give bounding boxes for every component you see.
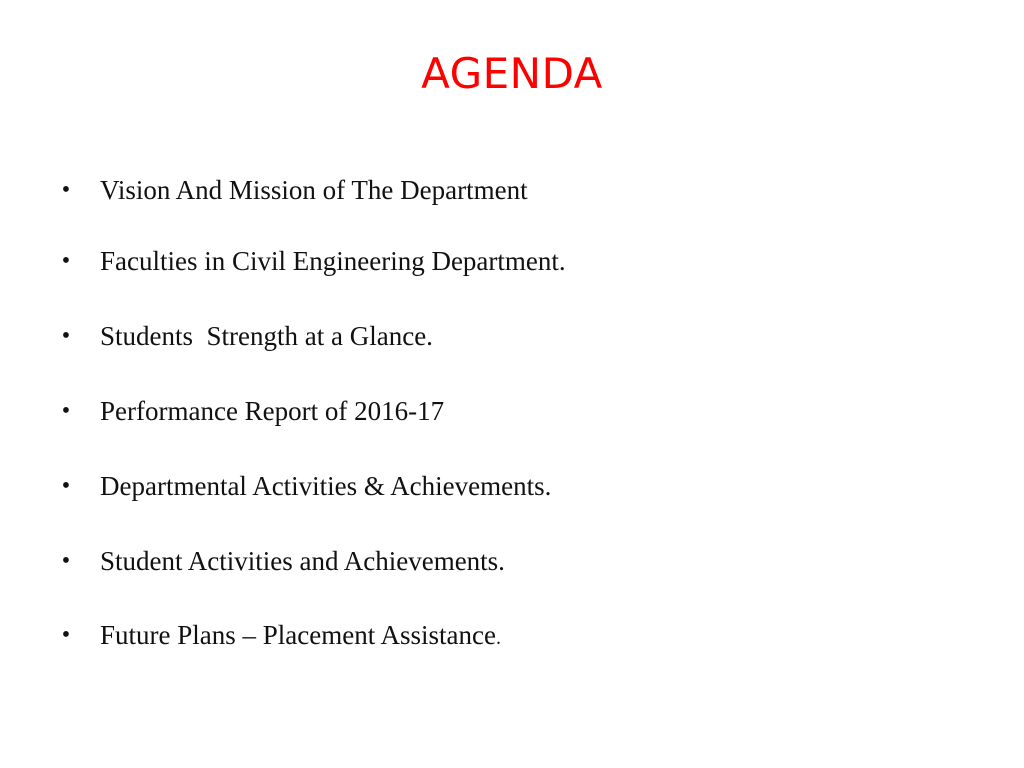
bullet-icon: • [61, 177, 71, 203]
agenda-item [56, 391, 996, 431]
slide-title: AGENDA [421, 49, 603, 98]
agenda-item-text: Future Plans – Placement Assistance [100, 620, 496, 650]
agenda-item [56, 541, 996, 581]
bullet-icon: • [61, 622, 71, 648]
agenda-item [56, 170, 996, 210]
agenda-item-text: Students Strength at a Glance. [100, 321, 433, 351]
agenda-item [56, 241, 996, 281]
agenda-item [56, 466, 996, 506]
bullet-icon: • [61, 398, 71, 424]
agenda-item-text: Vision And Mission of The Department [100, 175, 528, 205]
agenda-item-text: Faculties in Civil Engineering Department. [100, 246, 566, 276]
agenda-item-text: Performance Report of 2016-17 [100, 396, 445, 426]
agenda-item-text-wrap [100, 615, 501, 658]
bullet-icon: • [61, 248, 71, 274]
agenda-item [56, 316, 996, 356]
bullet-icon: • [61, 548, 71, 574]
bullet-icon: • [61, 473, 71, 499]
agenda-item-trailing-period: . [495, 627, 501, 649]
agenda-item-text: Student Activities and Achievements. [100, 546, 505, 576]
agenda-item [56, 615, 996, 655]
agenda-item-text: Departmental Activities & Achievements. [100, 471, 552, 501]
bullet-icon: • [61, 323, 71, 349]
